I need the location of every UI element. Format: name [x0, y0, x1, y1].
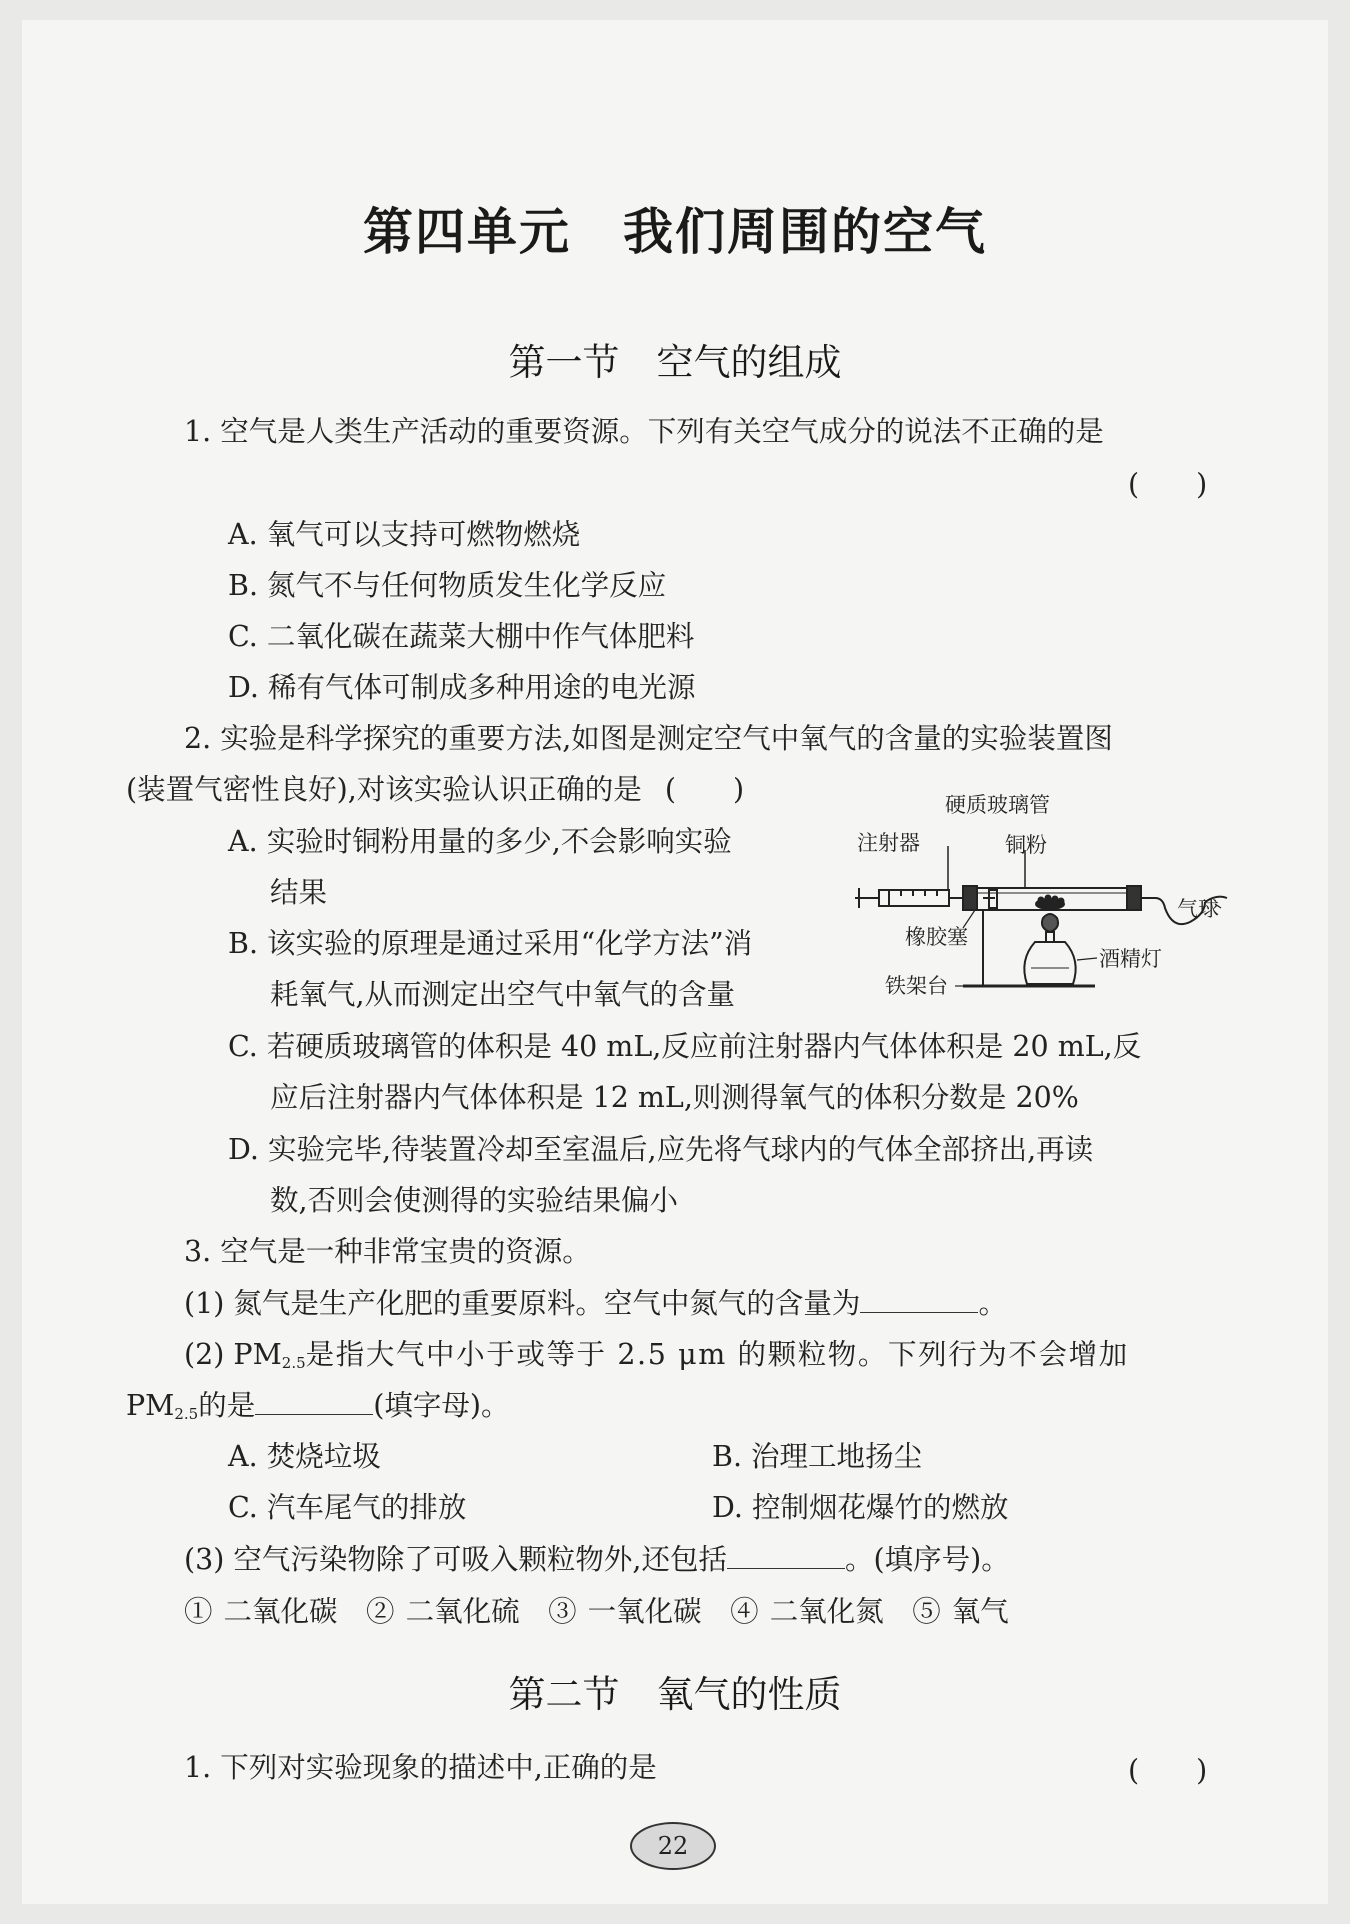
q3-part2b-pm: PM	[126, 1389, 175, 1422]
q3-part3	[184, 1540, 1010, 1580]
q2-option-a-line1: A. 实验时铜粉用量的多少,不会影响实验	[228, 825, 732, 858]
q1-option-a: A. 氧气可以支持可燃物燃烧	[228, 518, 581, 551]
stopper-right-icon	[1127, 886, 1141, 910]
q3-part2-text: 是指大气中小于或等于 2.5 μm 的颗粒物。下列行为不会增加	[305, 1338, 1129, 1371]
s2-q1-stem: 1. 下列对实验现象的描述中,正确的是	[184, 1751, 657, 1784]
q3-part2b-end: (填字母)。	[373, 1389, 510, 1422]
label-lamp: 酒精灯	[1099, 947, 1162, 971]
s2-q1-answer-paren: ( )	[1128, 1754, 1208, 1787]
q3-part3-text: (3) 空气污染物除了可吸入颗粒物外,还包括	[184, 1543, 727, 1576]
q3-part2-line2	[126, 1386, 509, 1434]
q2-option-c-line1: C. 若硬质玻璃管的体积是 40 mL,反应前注射器内气体体积是 20 mL,反	[228, 1030, 1142, 1063]
alcohol-lamp-icon	[1024, 914, 1075, 984]
q2-option-a-line2: 结果	[270, 876, 328, 909]
q1-stem: 1. 空气是人类生产活动的重要资源。下列有关空气成分的说法不正确的是	[184, 415, 1104, 448]
q3-part2-pm-sub: 2.5	[281, 1354, 306, 1372]
q3-part2-pm: (2) PM	[184, 1338, 282, 1371]
q2-option-c-line2: 应后注射器内气体体积是 12 mL,则测得氧气的体积分数是 20%	[270, 1081, 1079, 1114]
experiment-apparatus-figure	[855, 790, 1235, 1000]
q2-option-d-line2: 数,否则会使测得的实验结果偏小	[270, 1184, 679, 1217]
q3-choices: ① 二氧化碳 ② 二氧化硫 ③ 一氧化碳 ④ 二氧化氮 ⑤ 氧气	[184, 1595, 1009, 1628]
q3-part1-blank	[860, 1286, 978, 1313]
q3-option-a: A. 焚烧垃圾	[228, 1440, 381, 1473]
label-copper: 铜粉	[1005, 833, 1047, 857]
q2-stem-text: (装置气密性良好),对该实验认识正确的是	[126, 773, 642, 806]
label-syringe: 注射器	[857, 831, 920, 855]
q3-part2b-pm-sub: 2.5	[174, 1405, 199, 1423]
q3-part1-end: 。	[978, 1287, 1007, 1320]
q3-part1	[184, 1284, 1007, 1324]
q1-answer-paren: ( )	[1128, 468, 1208, 501]
q2-stem-line1: 2. 实验是科学探究的重要方法,如图是测定空气中氧气的含量的实验装置图	[184, 722, 1113, 755]
copper-powder-icon	[1036, 896, 1064, 910]
q2-option-b-line2: 耗氧气,从而测定出空气中氧气的含量	[270, 978, 736, 1011]
label-stopper: 橡胶塞	[905, 925, 968, 949]
q1-option-b: B. 氮气不与任何物质发生化学反应	[228, 569, 667, 602]
q2-stem-line2	[126, 770, 744, 810]
q2-option-d-line1: D. 实验完毕,待装置冷却至室温后,应先将气球内的气体全部挤出,再读	[228, 1133, 1094, 1166]
q1-option-c: C. 二氧化碳在蔬菜大棚中作气体肥料	[228, 620, 695, 653]
page-number: 22	[630, 1822, 716, 1870]
q3-part1-text: (1) 氮气是生产化肥的重要原料。空气中氮气的含量为	[184, 1287, 861, 1320]
q1-option-d: D. 稀有气体可制成多种用途的电光源	[228, 671, 696, 704]
q3-option-b: B. 治理工地扬尘	[712, 1440, 923, 1473]
label-stand: 铁架台	[885, 974, 948, 998]
label-glass-tube: 硬质玻璃管	[945, 793, 1050, 817]
q3-part2-blank	[255, 1388, 373, 1415]
q3-part2b-text: 的是	[198, 1389, 256, 1422]
syringe-icon	[855, 888, 965, 908]
q3-part2-line1	[184, 1335, 1129, 1383]
q3-option-c: C. 汽车尾气的排放	[228, 1491, 467, 1524]
unit-title: 第四单元 我们周围的空气	[363, 203, 987, 261]
section-title-1: 第一节 空气的组成	[508, 341, 842, 384]
q3-option-d: D. 控制烟花爆竹的燃放	[712, 1491, 1009, 1524]
q2-option-b-line1: B. 该实验的原理是通过采用“化学方法”消	[228, 927, 753, 960]
q3-part3-end: 。(填序号)。	[845, 1543, 1010, 1576]
q3-part3-blank	[727, 1542, 845, 1569]
label-balloon: 气球	[1177, 897, 1219, 921]
q3-stem: 3. 空气是一种非常宝贵的资源。	[184, 1235, 591, 1268]
section-title-2: 第二节 氧气的性质	[508, 1673, 842, 1716]
q2-answer-paren: ( )	[664, 773, 745, 806]
stopper-left-icon	[963, 886, 977, 910]
